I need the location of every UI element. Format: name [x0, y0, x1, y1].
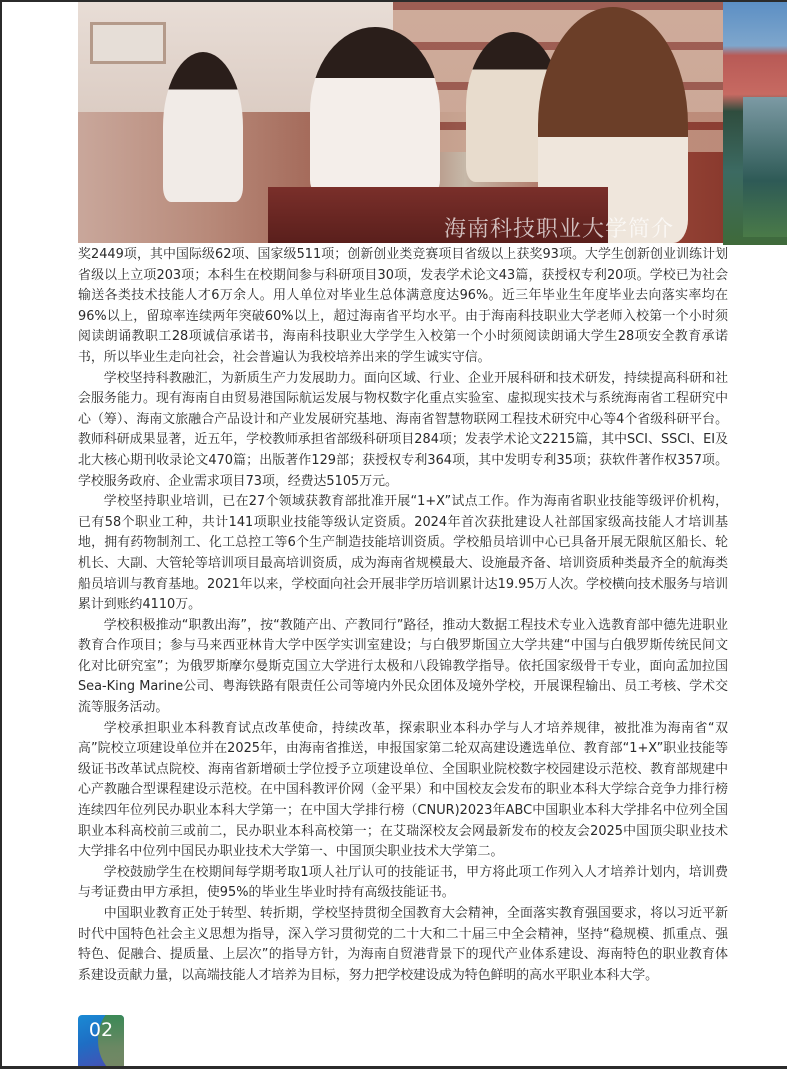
paragraph: 学校坚持职业培训，已在27个领域获教育部批准开展“1+X”试点工作。作为海南省职业技能等级评价机构，已有58个职业工种，共计141项职业技能等级认定资质。2024年首次获批建设人社部国家级高技能人才培训基地，拥有药物制剂工、化工总控工等6个生产制造技能培训资质。学校船员培训中心已具备开展无限航区船长、轮机长、大副、大管轮等培训项目最高培训资质，成为海南省规模最大、设施最齐备、培训资质种类最齐全的航海类船员培训与教育基地。2021年以来，学校面向社会开展非学历培训累计达19.95万人次。学校横向技术服务与培训累计到账约4110万。	[78, 494, 728, 613]
hero-student	[310, 27, 440, 197]
hero-title-overlay: 海南科技职业大学简介	[444, 217, 675, 242]
page-number: 02	[88, 1019, 114, 1041]
hero-photo	[78, 2, 723, 243]
document-page	[2, 2, 787, 1066]
page-number-badge	[78, 1015, 124, 1066]
hero-wall-frame	[90, 22, 166, 64]
paragraph: 奖2449项，其中国际级62项、国家级511项；创新创业类竞赛项目省级以上获奖93项。大学生创新创业训练计划省级以上立项203项；本科生在校期间参与科研项目30项，发表学术论文43篇，获授权专利20项。学校已为社会输送各类技术技能人才6万余人。用人单位对毕业生总体满意度达96%。近三年毕业生年度毕业去向落实率均在96%以上，留琼率连续两年突破60%以上，超过海南省平均水平。由于海南科技职业大学老师入校第一个小时须阅读朗诵教职工28项诚信承诺书，海南科技职业大学学生入校第一个小时须阅读朗诵大学生28项安全教育承诺书，所以毕业生走向社会，社会普遍认为我校培养出来的学生诚实守信。	[78, 247, 728, 365]
article-body	[78, 245, 728, 986]
campus-photo-strip	[723, 2, 787, 245]
paragraph: 中国职业教育正处于转型、转折期，学校坚持贯彻全国教育大会精神，全面落实教育强国要求，将以习近平新时代中国特色社会主义思想为指导，深入学习贯彻党的二十大和二十届三中全会精神，坚持“稳规模、抓重点、强特色、促融合、提质量、上层次”的指导方针，为海南自贸港背景下的现代产业体系建设、海南特色的职业教育体系建设贡献力量，以高端技能人才培养为目标，努力把学校建设成为特色鲜明的高水平职业本科大学。	[78, 906, 728, 983]
paragraph: 学校承担职业本科教育试点改革使命，持续改革，探索职业本科办学与人才培养规律，被批准为海南省“双高”院校立项建设单位并在2025年，由海南省推送，申报国家第二轮双高建设遴选单位、教育部“1+X”职业技能等级证书改革试点院校、海南省新增硕士学位授予立项建设单位、全国职业院校数字校园建设示范校、教育部规建中心产教融合型课程建设示范校。在中国科教评价网（金平果）和中国校友会发布的职业本科大学综合竞争力排行榜连续四年位列民办职业本科大学第一；在中国大学排行榜（CNUR)2023年ABC中国职业本科大学排名中位列全国职业本科高校前三或前二，民办职业本科高校第一；在艾瑞深校友会网最新发布的校友会2025中国顶尖职业技术大学排名中位列中国民办职业技术大学第一、中国顶尖职业技术大学第二。	[78, 720, 728, 860]
paragraph: 学校积极推动“职教出海”，按“教随产出、产教同行”路径，推动大数据工程技术专业入选教育部中德先进职业教育合作项目；参与马来西亚林肯大学中医学实训室建设；与白俄罗斯国立大学共建“中国与白俄罗斯传统民间文化对比研究室”；为俄罗斯摩尔曼斯克国立大学进行太极和八段锦教学指导。依托国家级骨干专业，面向孟加拉国 Sea-King Marine公司、粤海铁路有限责任公司等境内外民众团体及境外学校，开展课程输出、员工考核、学术交流等服务活动。	[78, 617, 728, 716]
paragraph: 学校鼓励学生在校期间每学期考取1项人社厅认可的技能证书，甲方将此项工作列入人才培养计划内，培训费与考证费由甲方承担，使95%的毕业生毕业时持有高级技能证书。	[78, 864, 728, 901]
hero-student	[163, 52, 243, 202]
campus-building	[743, 97, 787, 237]
paragraph: 学校坚持科教融汇，为新质生产力发展助力。面向区域、行业、企业开展科研和技术研发，持续提高科研和社会服务能力。现有海南自由贸易港国际航运发展与物权数字化重点实验室、虚拟现实技术与系统海南省工程研究中心（筹）、海南文旅融合产品设计和产业发展研究基地、海南省智慧物联网工程技术研究中心等4个省级科研平台。教师科研成果显著，近五年，学校教师承担省部级科研项目284项；发表学术论文2215篇，其中SCI、SSCI、EI及北大核心期刊收录论文470篇；出版著作129部；获授权专利364项，其中发明专利35项；获软件著作权357项。学校服务政府、企业需求项目73项，经费达5105万元。	[78, 370, 728, 489]
